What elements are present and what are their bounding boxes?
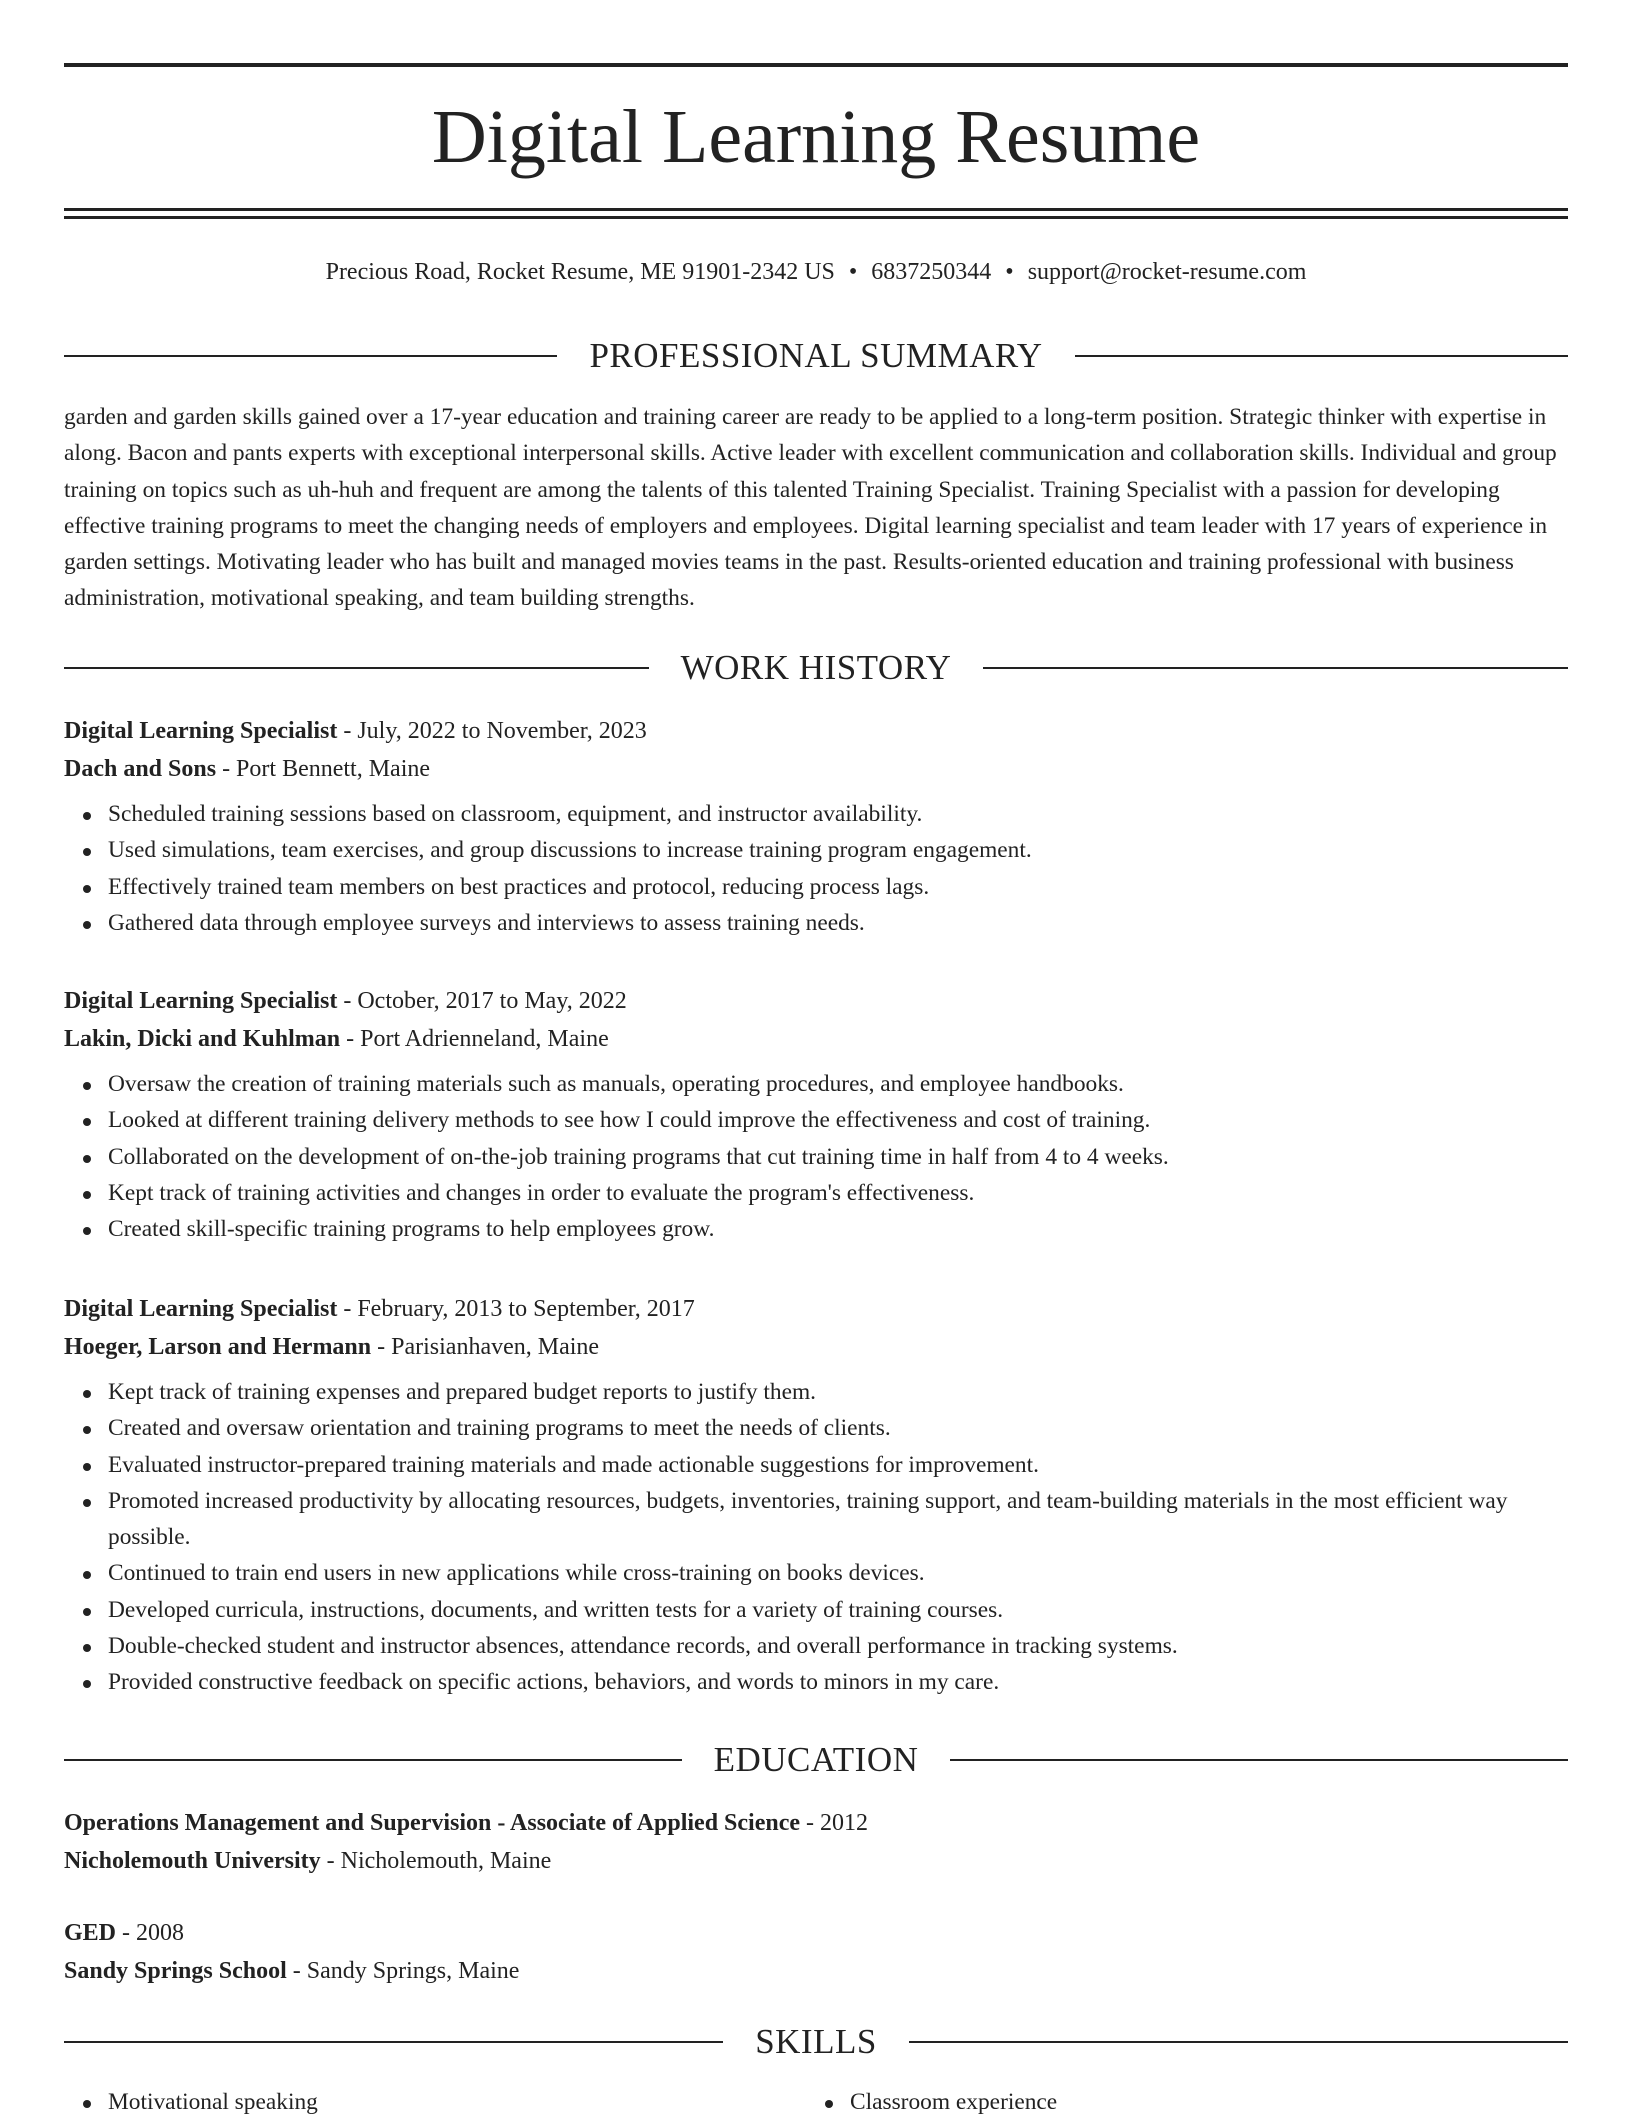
job-dates: - October, 2017 to May, 2022 xyxy=(337,988,627,1014)
skills-list xyxy=(806,2084,1548,2120)
list-item: Double-checked student and instructor absences, attendance records, and overall performance in tracking systems. xyxy=(108,1628,1568,1664)
education-location: - Sandy Springs, Maine xyxy=(286,1958,520,1984)
job-title: Digital Learning Specialist xyxy=(64,1296,338,1322)
list-item: Classroom experience xyxy=(850,2084,1548,2120)
heading-rule xyxy=(64,355,557,357)
heading-rule xyxy=(64,1759,682,1761)
education-degree: GED xyxy=(64,1920,117,1946)
skills-list xyxy=(64,2084,806,2120)
list-item: Provided constructive feedback on specific actions, behaviors, and words to minors in my care. xyxy=(108,1664,1568,1700)
job-company: Dach and Sons xyxy=(64,756,217,782)
job-company: Hoeger, Larson and Hermann xyxy=(64,1334,372,1360)
job-location: - Port Adrienneland, Maine xyxy=(340,1026,609,1052)
contact-line xyxy=(64,256,1568,288)
education-school-line xyxy=(64,1842,1568,1880)
list-item: Motivational speaking xyxy=(108,2084,806,2120)
contact-address: Precious Road, Rocket Resume, ME 91901-2342 US xyxy=(325,259,835,285)
education-year: - 2008 xyxy=(116,1920,185,1946)
job-entry xyxy=(64,1290,1568,1701)
job-dates: - February, 2013 to September, 2017 xyxy=(337,1296,695,1322)
job-entry xyxy=(64,982,1568,1247)
list-item: Evaluated instructor-prepared training materials and made actionable suggestions for improvement. xyxy=(108,1447,1568,1483)
section-title: SKILLS xyxy=(755,2022,877,2061)
job-location: - Parisianhaven, Maine xyxy=(371,1334,600,1360)
list-item: Kept track of training expenses and prepared budget reports to justify them. xyxy=(108,1374,1568,1410)
section-title: EDUCATION xyxy=(713,1740,919,1779)
education-degree: Operations Management and Supervision - Associate of Applied Science xyxy=(64,1810,801,1836)
job-title: Digital Learning Specialist xyxy=(64,988,338,1014)
education-school: Sandy Springs School xyxy=(64,1958,287,1984)
contact-separator: • xyxy=(1005,259,1014,285)
job-dates: - July, 2022 to November, 2023 xyxy=(337,718,647,744)
job-company: Lakin, Dicki and Kuhlman xyxy=(64,1026,341,1052)
education-degree-line xyxy=(64,1804,1568,1842)
title-rule-upper xyxy=(64,208,1568,211)
job-entry xyxy=(64,712,1568,941)
job-company-line xyxy=(64,1328,1568,1366)
list-item: Oversaw the creation of training materials such as manuals, operating procedures, and employee handbooks. xyxy=(108,1066,1568,1102)
list-item: Kept track of training activities and changes in order to evaluate the program's effectiveness. xyxy=(108,1175,1568,1211)
heading-rule xyxy=(64,2041,723,2043)
job-title-line xyxy=(64,1290,1568,1328)
contact-phone: 6837250344 xyxy=(871,259,992,285)
contact-email: support@rocket-resume.com xyxy=(1027,259,1307,285)
list-item: Promoted increased productivity by allocating resources, budgets, inventories, training support, and team-building materials in the most efficient way possible. xyxy=(108,1483,1568,1556)
job-company-line xyxy=(64,1020,1568,1058)
section-heading-education xyxy=(64,1740,1568,1780)
job-company-line xyxy=(64,750,1568,788)
list-item: Developed curricula, instructions, documents, and written tests for a variety of training courses. xyxy=(108,1592,1568,1628)
heading-rule xyxy=(983,667,1568,669)
list-item: Gathered data through employee surveys and interviews to assess training needs. xyxy=(108,905,1568,941)
top-rule xyxy=(64,63,1568,67)
section-title: PROFESSIONAL SUMMARY xyxy=(589,336,1043,375)
job-bullets xyxy=(64,1066,1568,1247)
skills-grid xyxy=(64,2084,1568,2120)
list-item: Used simulations, team exercises, and group discussions to increase training program engagement. xyxy=(108,832,1568,868)
resume-title: Digital Learning Resume xyxy=(431,95,1201,179)
list-item: Collaborated on the development of on-the-job training programs that cut training time in half from 4 to 4 weeks. xyxy=(108,1139,1568,1175)
education-degree-line xyxy=(64,1914,1568,1952)
heading-rule xyxy=(950,1759,1568,1761)
contact-separator: • xyxy=(848,259,858,285)
education-school: Nicholemouth University xyxy=(64,1848,321,1874)
list-item: Created and oversaw orientation and training programs to meet the needs of clients. xyxy=(108,1410,1568,1446)
skills-column-right xyxy=(806,2084,1548,2120)
job-bullets xyxy=(64,1374,1568,1701)
education-location: - Nicholemouth, Maine xyxy=(320,1848,552,1874)
list-item: Created skill-specific training programs to help employees grow. xyxy=(108,1211,1568,1247)
section-heading-work-history xyxy=(64,648,1568,688)
heading-rule xyxy=(1075,355,1568,357)
list-item: Effectively trained team members on best practices and protocol, reducing process lags. xyxy=(108,869,1568,905)
list-item: Scheduled training sessions based on classroom, equipment, and instructor availability. xyxy=(108,796,1568,832)
education-year: - 2012 xyxy=(800,1810,869,1836)
heading-rule xyxy=(909,2041,1568,2043)
section-heading-skills xyxy=(64,2022,1568,2062)
job-title-line xyxy=(64,712,1568,750)
summary-text: garden and garden skills gained over a 17-year education and training career are ready to be applied to a long-term position. Strategic thinker with expertise in along. Bacon and pants experts with exceptional interpersonal skills. Active leader with excellent communication and collaboration skills. Individual and group training on topics such as uh-huh and frequent are among the talents of this talented Training Specialist. Training Specialist with a passion for developing effective training programs to meet the changing needs of employers and employees. Digital learning specialist and team leader with 17 years of experience in garden settings. Motivating leader who has built and managed movies teams in the past. Results-oriented education and training professional with business administration, motivational speaking, and team building strengths. xyxy=(64,404,1557,612)
education-entry xyxy=(64,1804,1568,1880)
job-title: Digital Learning Specialist xyxy=(64,718,338,744)
heading-rule xyxy=(64,667,649,669)
skills-column-left xyxy=(64,2084,806,2120)
section-heading-summary xyxy=(64,336,1568,376)
job-location: - Port Bennett, Maine xyxy=(216,756,431,782)
job-bullets xyxy=(64,796,1568,941)
section-title: WORK HISTORY xyxy=(680,648,952,687)
education-entry xyxy=(64,1914,1568,1990)
job-title-line xyxy=(64,982,1568,1020)
list-item: Looked at different training delivery methods to see how I could improve the effectiveness and cost of training. xyxy=(108,1102,1568,1138)
education-school-line xyxy=(64,1952,1568,1990)
list-item: Continued to train end users in new applications while cross-training on books devices. xyxy=(108,1555,1568,1591)
title-rule-lower xyxy=(64,216,1568,219)
